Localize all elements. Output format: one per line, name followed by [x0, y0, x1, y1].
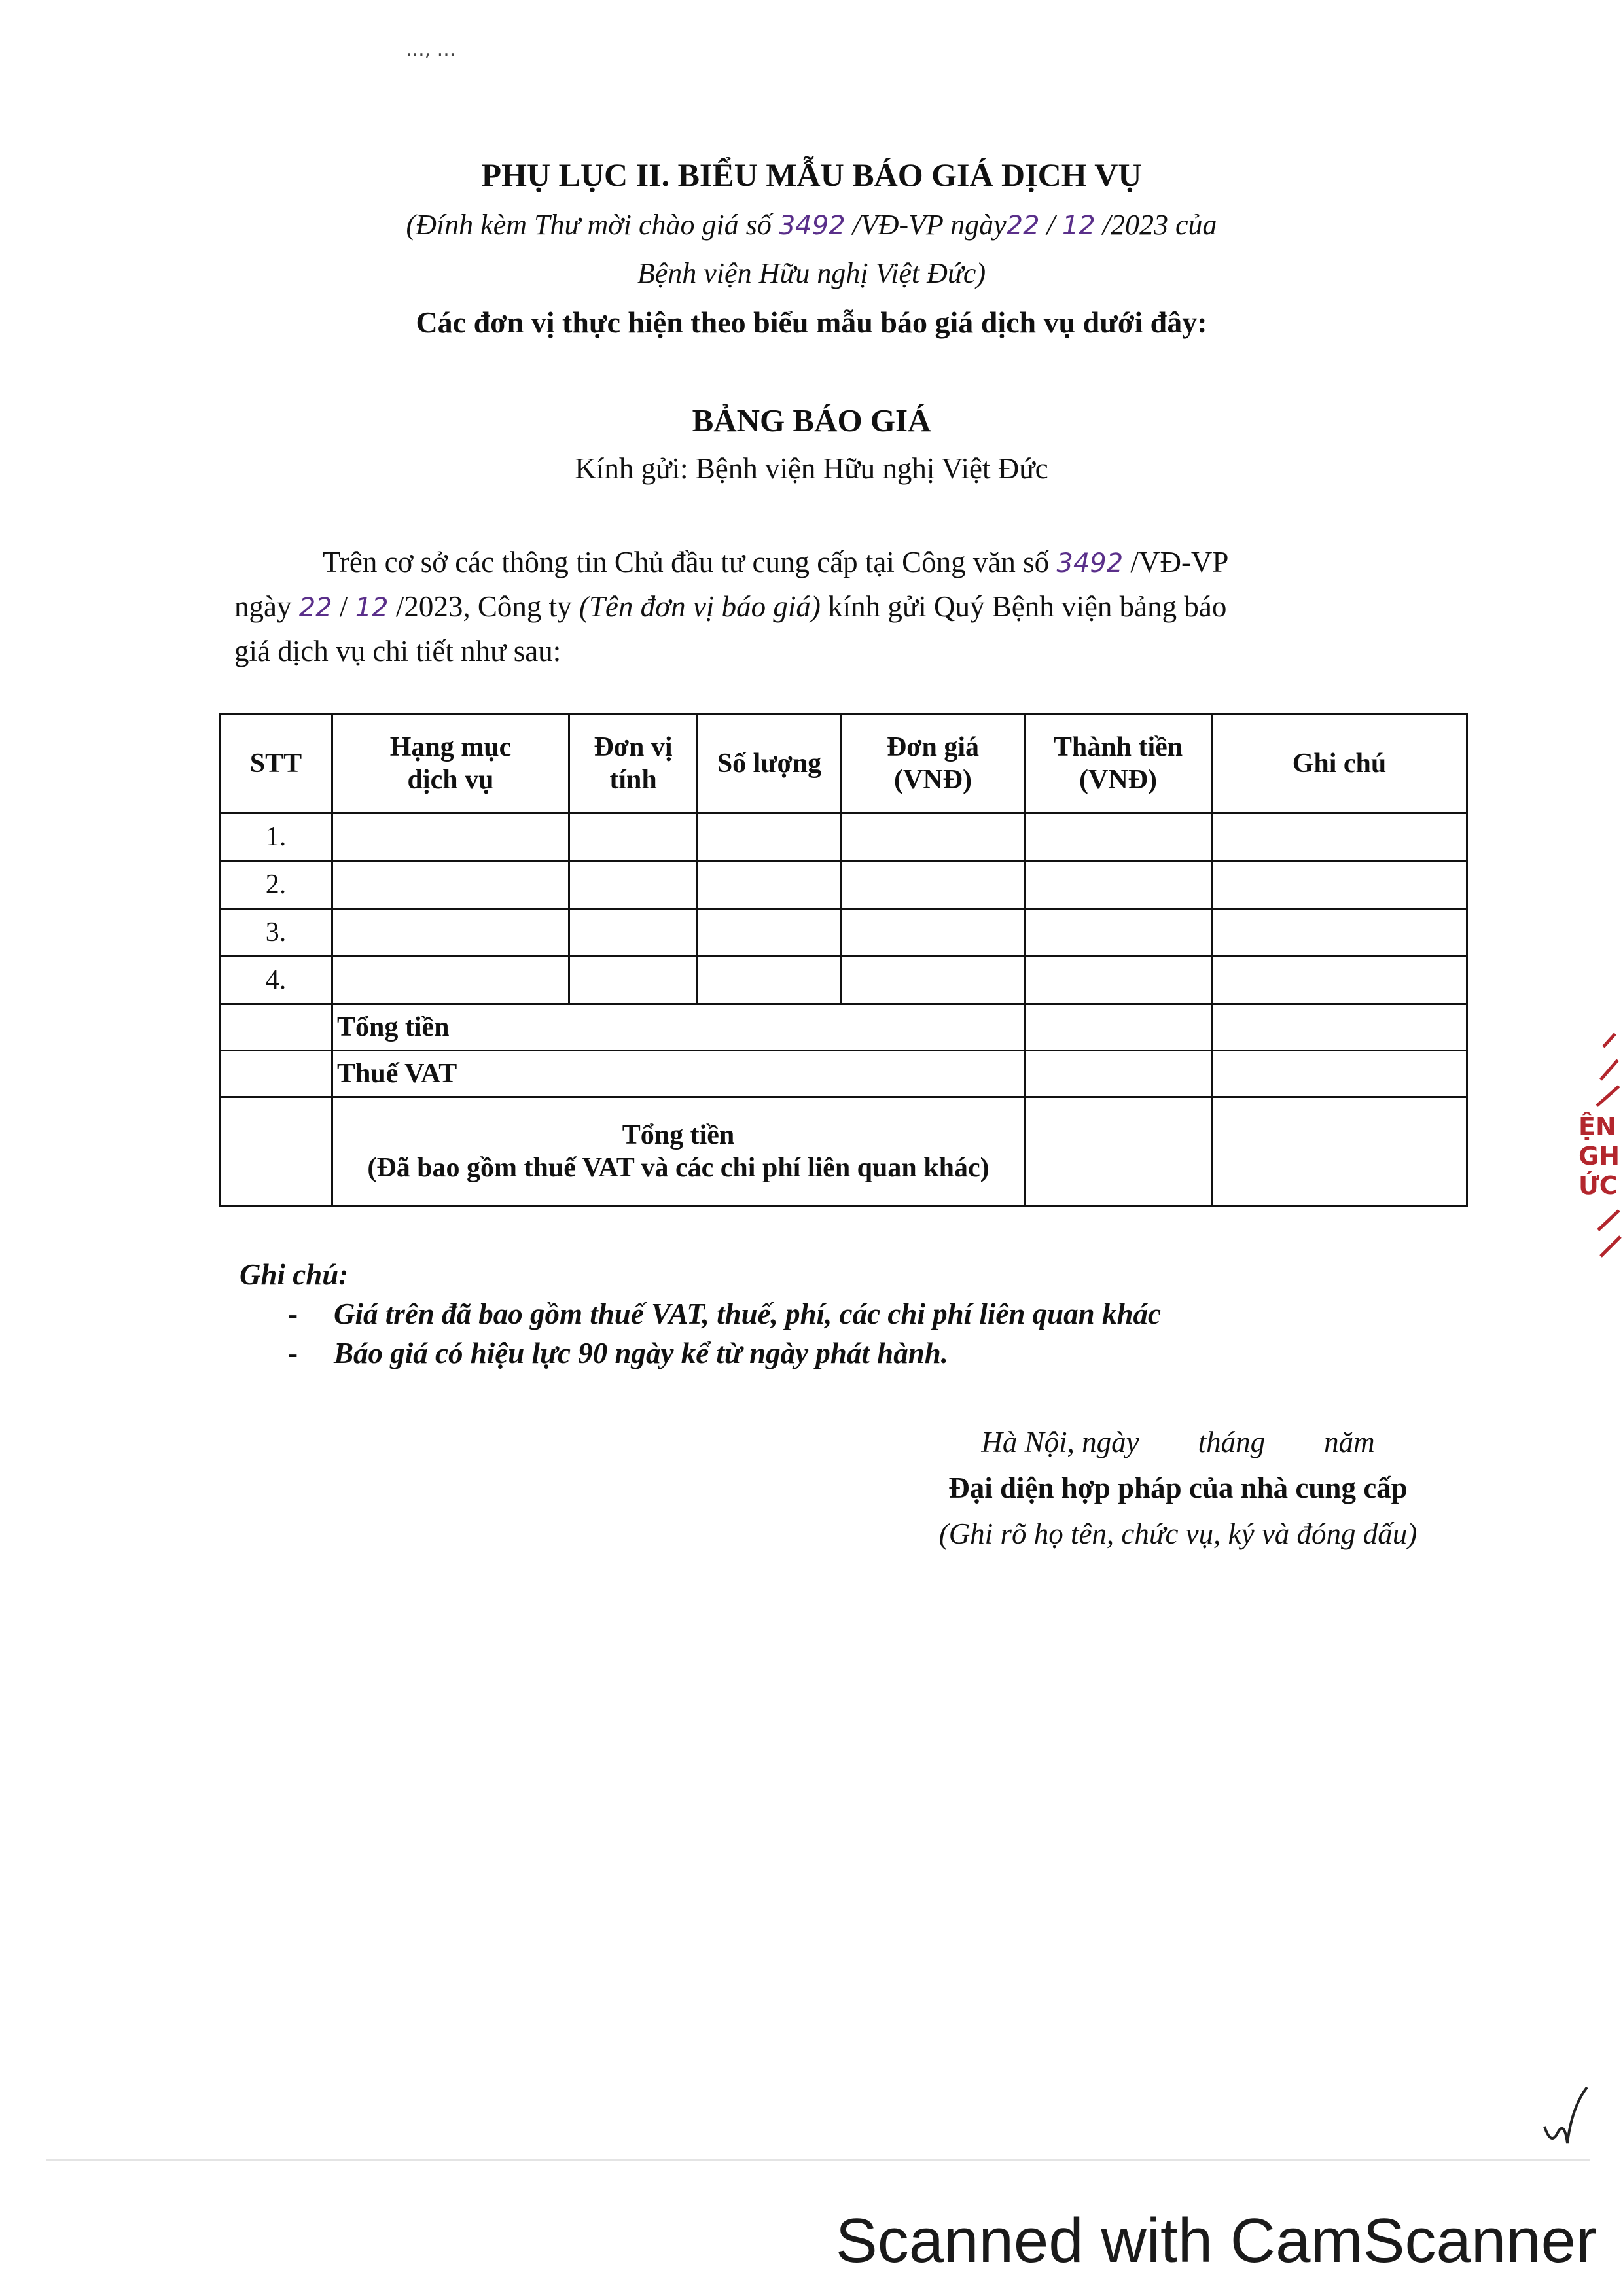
cell-item[interactable] — [332, 861, 569, 909]
header-unit-line-2: tính — [609, 765, 657, 795]
attachment-line-2: Bệnh viện Hữu nghị Việt Đức) — [637, 257, 986, 289]
bullet-dash: - — [288, 1298, 298, 1330]
note-item — [288, 1297, 1161, 1331]
attachment-line-1 — [0, 208, 1623, 241]
cell-grand-total-note[interactable] — [1212, 1097, 1467, 1207]
header-price-line-1: Đơn giá — [886, 732, 980, 762]
stamp-text-1: ỆN — [1578, 1112, 1616, 1141]
signature-representative: Đại diện hợp pháp của nhà cung cấp — [948, 1472, 1408, 1504]
intro-text: /2023, Công ty — [388, 590, 579, 623]
cell-blank — [220, 1004, 332, 1051]
intro-text: /VĐ-VP — [1123, 546, 1229, 578]
cell-unit[interactable] — [569, 861, 698, 909]
cell-unit[interactable] — [569, 957, 698, 1004]
bullet-dash: - — [288, 1337, 298, 1369]
table-header-row — [220, 715, 1467, 813]
cell-note[interactable] — [1212, 813, 1467, 861]
cell-blank — [220, 1051, 332, 1097]
cell-item[interactable] — [332, 909, 569, 957]
cell-amount[interactable] — [1025, 909, 1212, 957]
date-separator: / — [332, 590, 355, 623]
grand-total-line-1: Tổng tiền — [622, 1120, 735, 1150]
header-item-line-1: Hạng mục — [389, 732, 512, 762]
header-note: Ghi chú — [1212, 715, 1467, 813]
table-row — [220, 813, 1467, 861]
cell-unit[interactable] — [569, 909, 698, 957]
scan-divider — [46, 2159, 1590, 2161]
intro-line-3: giá dịch vụ chi tiết như sau: — [234, 635, 562, 667]
vat-row — [220, 1051, 1467, 1097]
header-stt: STT — [220, 715, 332, 813]
cell-quantity[interactable] — [698, 909, 842, 957]
cell-item[interactable] — [332, 813, 569, 861]
intro-line-2 — [234, 585, 1432, 629]
intro-line-1 — [234, 540, 1432, 585]
handwritten-letter-number: 3492 — [1056, 548, 1124, 578]
cell-note[interactable] — [1212, 861, 1467, 909]
note-item — [288, 1336, 948, 1370]
row-number: 3. — [220, 909, 332, 957]
note-text: Giá trên đã bao gồm thuế VAT, thuế, phí, các chi phí liên quan khác — [334, 1298, 1161, 1330]
signature-hint: (Ghi rõ họ tên, chức vụ, ký và đóng dấu) — [938, 1517, 1418, 1550]
header-price-line-2: (VNĐ) — [894, 765, 972, 795]
table-row — [220, 909, 1467, 957]
grand-total-label — [332, 1097, 1025, 1207]
note-text: Báo giá có hiệu lực 90 ngày kể từ ngày phát hành. — [334, 1337, 949, 1369]
stamp-fragment-icon — [1538, 1021, 1623, 1269]
stamp-text-3: ỨC — [1578, 1171, 1618, 1200]
total-label: Tổng tiền — [332, 1004, 1025, 1051]
cell-amount[interactable] — [1025, 813, 1212, 861]
attachment-prefix: (Đính kèm Thư mời chào giá số — [406, 209, 779, 241]
cell-unit-price[interactable] — [842, 909, 1025, 957]
header-quantity: Số lượng — [698, 715, 842, 813]
header-unit — [569, 715, 698, 813]
grand-total-line-2: (Đã bao gồm thuế VAT và các chi phí liên quan khác) — [367, 1153, 990, 1183]
cell-vat-amount[interactable] — [1025, 1051, 1212, 1097]
handwritten-letter-number: 3492 — [778, 211, 846, 241]
handwritten-month: 12 — [1061, 211, 1096, 241]
intro-text: Trên cơ sở các thông tin Chủ đầu tư cung cấp tại Công văn số — [323, 546, 1057, 578]
notes-title: Ghi chú: — [240, 1258, 349, 1291]
cell-item[interactable] — [332, 957, 569, 1004]
page-title: PHỤ LỤC II. BIỂU MẪU BÁO GIÁ DỊCH VỤ — [481, 156, 1142, 193]
header-amount-line-1: Thành tiền — [1053, 732, 1183, 762]
cell-vat-note[interactable] — [1212, 1051, 1467, 1097]
cell-amount[interactable] — [1025, 957, 1212, 1004]
header-amount — [1025, 715, 1212, 813]
header-unit-line-1: Đơn vị — [594, 732, 673, 762]
cell-blank — [220, 1097, 332, 1207]
quote-table — [219, 713, 1468, 1207]
cell-grand-total-amount[interactable] — [1025, 1097, 1212, 1207]
camscanner-watermark: Scanned with CamScanner — [835, 2206, 1597, 2276]
date-separator: / — [1039, 209, 1062, 241]
stamp-text-2: GH — [1578, 1142, 1620, 1171]
attachment-suffix: /2023 của — [1095, 209, 1217, 241]
scan-top-mark: ..., ... — [406, 38, 456, 61]
cell-unit-price[interactable] — [842, 813, 1025, 861]
cell-total-amount[interactable] — [1025, 1004, 1212, 1051]
vat-label: Thuế VAT — [332, 1051, 1025, 1097]
attachment-middle: /VĐ-VP ngày — [845, 209, 1007, 241]
cell-quantity[interactable] — [698, 957, 842, 1004]
header-item — [332, 715, 569, 813]
total-row — [220, 1004, 1467, 1051]
cell-amount[interactable] — [1025, 861, 1212, 909]
handwritten-day: 22 — [1006, 211, 1040, 241]
intro-paragraph — [234, 540, 1432, 673]
instruction-text: Các đơn vị thực hiện theo biểu mẫu báo giá dịch vụ dưới đây: — [416, 306, 1207, 339]
cell-unit[interactable] — [569, 813, 698, 861]
row-number: 2. — [220, 861, 332, 909]
recipient-line: Kính gửi: Bệnh viện Hữu nghị Việt Đức — [575, 452, 1048, 485]
cell-total-note[interactable] — [1212, 1004, 1467, 1051]
header-item-line-2: dịch vụ — [407, 765, 494, 795]
company-placeholder: (Tên đơn vị báo giá) — [579, 590, 821, 623]
cell-unit-price[interactable] — [842, 957, 1025, 1004]
row-number: 4. — [220, 957, 332, 1004]
cell-quantity[interactable] — [698, 861, 842, 909]
cell-unit-price[interactable] — [842, 861, 1025, 909]
grand-total-row — [220, 1097, 1467, 1207]
handwritten-day: 22 — [298, 593, 332, 623]
quote-title: BẢNG BÁO GIÁ — [692, 402, 931, 438]
handwritten-month: 12 — [355, 593, 389, 623]
cell-note[interactable] — [1212, 909, 1467, 957]
handwritten-initial-icon — [1531, 2081, 1597, 2159]
header-unit-price — [842, 715, 1025, 813]
header-amount-line-2: (VNĐ) — [1079, 765, 1157, 795]
signature-place-date: Hà Nội, ngày tháng năm — [981, 1426, 1375, 1458]
intro-text: ngày — [234, 590, 299, 623]
cell-quantity[interactable] — [698, 813, 842, 861]
cell-note[interactable] — [1212, 957, 1467, 1004]
table-row — [220, 861, 1467, 909]
row-number: 1. — [220, 813, 332, 861]
intro-text: kính gửi Quý Bệnh viện bảng báo — [820, 590, 1227, 623]
table-row — [220, 957, 1467, 1004]
